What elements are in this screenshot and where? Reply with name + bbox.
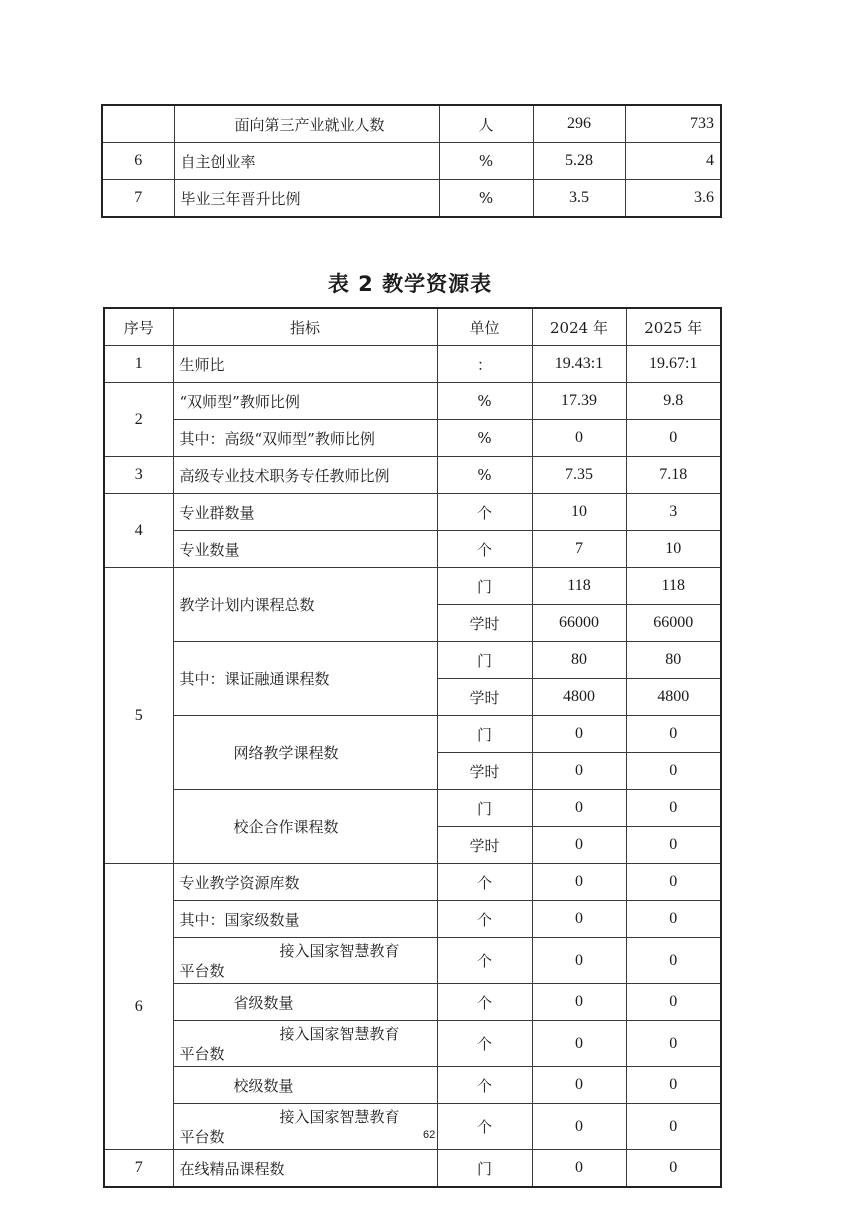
unit-cell: %	[437, 420, 532, 457]
unit-cell: 人	[439, 105, 533, 143]
value-2024: 296	[533, 105, 625, 143]
indicator-cell: 面向第三产业就业人数	[174, 105, 439, 143]
indicator-cell: 专业教学资源库数	[173, 864, 437, 901]
unit-cell: %	[437, 383, 532, 420]
value-2025: 7.18	[626, 457, 721, 494]
value-2025: 4800	[626, 679, 721, 716]
header-unit: 单位	[437, 308, 532, 346]
value-2024: 0	[532, 938, 626, 984]
indicator-cell: 自主创业率	[174, 143, 439, 180]
unit-cell: 门	[437, 1150, 532, 1188]
value-2025: 0	[626, 1104, 721, 1150]
unit-cell: 个	[437, 531, 532, 568]
value-2024: 4800	[532, 679, 626, 716]
unit-cell: 个	[437, 901, 532, 938]
value-2025: 0	[626, 753, 721, 790]
value-2025: 0	[626, 790, 721, 827]
indicator-cell: 其中：课证融通课程数	[173, 642, 437, 716]
indicator-cell	[173, 1021, 437, 1067]
row-number: 5	[104, 568, 173, 864]
row-number: 7	[104, 1150, 173, 1188]
value-2025: 0	[626, 1150, 721, 1188]
value-2025: 0	[626, 1067, 721, 1104]
value-2025: 0	[626, 901, 721, 938]
value-2024: 118	[532, 568, 626, 605]
value-2025: 0	[626, 864, 721, 901]
employment-table-continuation	[101, 104, 722, 218]
unit-cell: 学时	[437, 827, 532, 864]
indicator-cell: 专业群数量	[173, 494, 437, 531]
value-2025: 0	[626, 716, 721, 753]
table-row	[104, 716, 721, 753]
value-2024: 0	[532, 1021, 626, 1067]
table-row	[102, 180, 721, 218]
unit-cell: ：	[437, 346, 532, 383]
table-row	[104, 568, 721, 605]
row-number: 1	[104, 346, 173, 383]
value-2024: 19.43:1	[532, 346, 626, 383]
value-2025: 10	[626, 531, 721, 568]
unit-cell: 个	[437, 864, 532, 901]
indicator-cell: 其中：国家级数量	[173, 901, 437, 938]
unit-cell: 个	[437, 494, 532, 531]
table-header-row	[104, 308, 721, 346]
table-title: 表 2 教学资源表	[327, 272, 493, 296]
value-2024: 80	[532, 642, 626, 679]
table-row	[104, 642, 721, 679]
indicator-cell: 毕业三年晋升比例	[174, 180, 439, 218]
value-2024: 0	[532, 753, 626, 790]
table-row	[104, 346, 721, 383]
unit-cell: 个	[437, 938, 532, 984]
table-row	[102, 105, 721, 143]
indicator-cell: 在线精品课程数	[173, 1150, 437, 1188]
row-number: 2	[104, 383, 173, 457]
value-2025: 0	[626, 938, 721, 984]
unit-cell: %	[439, 180, 533, 218]
indicator-cell: 高级专业技术职务专任教师比例	[173, 457, 437, 494]
value-2024: 0	[532, 420, 626, 457]
indicator-cell: 其中：高级“双师型”教师比例	[173, 420, 437, 457]
indicator-line-2: 平台数	[179, 962, 225, 980]
value-2025: 0	[626, 984, 721, 1021]
value-2025: 3	[626, 494, 721, 531]
value-2025: 0	[626, 420, 721, 457]
indicator-cell	[173, 1104, 437, 1150]
unit-cell: 门	[437, 716, 532, 753]
indicator-cell	[173, 938, 437, 984]
indicator-cell: 校级数量	[173, 1067, 437, 1104]
table-row	[104, 494, 721, 531]
table-row	[104, 420, 721, 457]
indicator-cell: “双师型”教师比例	[173, 383, 437, 420]
indicator-line-1: 接入国家智慧教育	[279, 1025, 400, 1043]
header-no: 序号	[104, 308, 173, 346]
value-2024: 0	[532, 1067, 626, 1104]
table-row	[104, 457, 721, 494]
header-2025: 2025 年	[626, 308, 721, 346]
value-2024: 0	[532, 864, 626, 901]
table-row	[102, 143, 721, 180]
value-2024: 0	[532, 1150, 626, 1188]
value-2024: 66000	[532, 605, 626, 642]
unit-cell: 个	[437, 1021, 532, 1067]
table-row	[104, 1067, 721, 1104]
value-2024: 7	[532, 531, 626, 568]
indicator-line-1: 接入国家智慧教育	[279, 1108, 400, 1126]
indicator-line-1: 接入国家智慧教育	[279, 942, 400, 960]
row-number: 4	[104, 494, 173, 568]
row-number	[102, 105, 174, 143]
value-2024: 0	[532, 1104, 626, 1150]
value-2025: 9.8	[626, 383, 721, 420]
value-2024: 10	[532, 494, 626, 531]
value-2024: 5.28	[533, 143, 625, 180]
row-number: 7	[102, 180, 174, 218]
indicator-line-2: 平台数	[179, 1045, 225, 1063]
unit-cell: 门	[437, 790, 532, 827]
table-row	[104, 531, 721, 568]
value-2024: 0	[532, 984, 626, 1021]
page-number: 62	[423, 1129, 436, 1141]
unit-cell: %	[437, 457, 532, 494]
value-2024: 0	[532, 790, 626, 827]
value-2025: 733	[625, 105, 721, 143]
table-row	[104, 1150, 721, 1188]
value-2025: 66000	[626, 605, 721, 642]
value-2024: 0	[532, 716, 626, 753]
unit-cell: 个	[437, 1067, 532, 1104]
value-2025: 3.6	[625, 180, 721, 218]
header-2024: 2024 年	[532, 308, 626, 346]
value-2024: 7.35	[532, 457, 626, 494]
table-row	[104, 864, 721, 901]
indicator-cell: 生师比	[173, 346, 437, 383]
value-2025: 19.67:1	[626, 346, 721, 383]
header-indicator: 指标	[173, 308, 437, 346]
value-2024: 3.5	[533, 180, 625, 218]
unit-cell: 学时	[437, 605, 532, 642]
row-number: 6	[104, 864, 173, 1150]
unit-cell: 个	[437, 1104, 532, 1150]
indicator-cell: 校企合作课程数	[173, 790, 437, 864]
table-row	[104, 383, 721, 420]
indicator-cell: 教学计划内课程总数	[173, 568, 437, 642]
teaching-resources-table	[103, 307, 722, 1188]
value-2025: 0	[626, 1021, 721, 1067]
table-row	[104, 1104, 721, 1150]
table-row	[104, 901, 721, 938]
indicator-cell: 省级数量	[173, 984, 437, 1021]
indicator-cell: 专业数量	[173, 531, 437, 568]
table-row	[104, 938, 721, 984]
indicator-line-2: 平台数	[179, 1128, 225, 1146]
value-2025: 0	[626, 827, 721, 864]
value-2024: 17.39	[532, 383, 626, 420]
unit-cell: 学时	[437, 679, 532, 716]
row-number: 3	[104, 457, 173, 494]
unit-cell: 门	[437, 568, 532, 605]
value-2025: 4	[625, 143, 721, 180]
indicator-cell: 网络教学课程数	[173, 716, 437, 790]
value-2025: 80	[626, 642, 721, 679]
table-row	[104, 1021, 721, 1067]
unit-cell: %	[439, 143, 533, 180]
table-row	[104, 790, 721, 827]
unit-cell: 个	[437, 984, 532, 1021]
unit-cell: 门	[437, 642, 532, 679]
unit-cell: 学时	[437, 753, 532, 790]
value-2024: 0	[532, 827, 626, 864]
value-2024: 0	[532, 901, 626, 938]
value-2025: 118	[626, 568, 721, 605]
table-row	[104, 984, 721, 1021]
row-number: 6	[102, 143, 174, 180]
